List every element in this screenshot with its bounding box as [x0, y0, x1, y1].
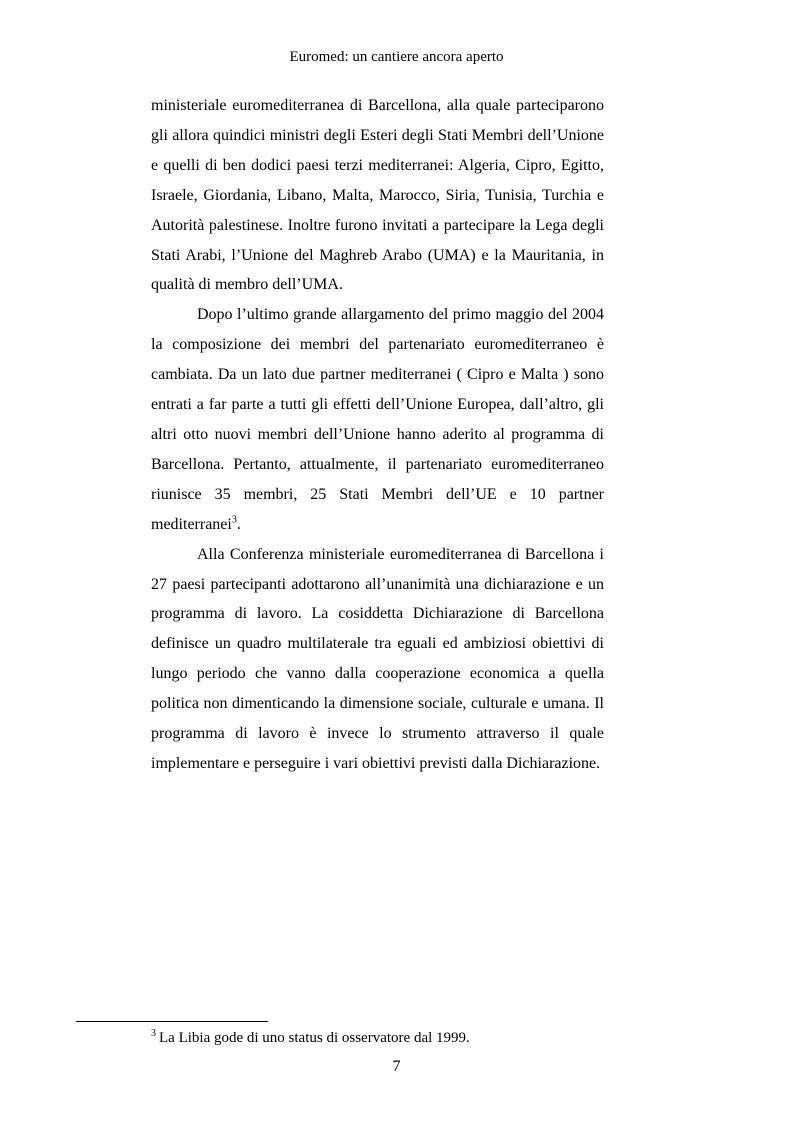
paragraph-1: ministeriale euromediterranea di Barcellona, alla quale parteciparono gli allora quindici ministri degli Esteri degli Stati Membri dell’Unione e quelli di ben dodici paesi terzi mediterranei: Algeria, Cipro, Egitto, Israele, Giordania, Libano, Malta, Marocco, Siria, Tunisia, Turchia e Autorità palestinese. Inoltre furono invitati a partecipare la Lega degli Stati Arabi, l’Unione del Maghreb Arabo (UMA) e la Mauritania, in qualità di membro dell’UMA.: [151, 97, 604, 294]
paragraph-2-end-punctuation: .: [236, 515, 241, 533]
footnote-text: La Libia gode di uno status di osservatore dal 1999.: [159, 1030, 470, 1046]
footnote-reference[interactable]: 3: [231, 514, 237, 526]
footnote-number: 3: [151, 1028, 156, 1039]
running-header: Euromed: un cantiere ancora aperto: [289, 49, 504, 65]
footnote: [151, 1028, 604, 1048]
body-text: [151, 91, 604, 779]
footnote-separator: [76, 1021, 268, 1022]
page-number: 7: [392, 1058, 401, 1075]
paragraph-2: [151, 300, 604, 539]
paragraph-2-text: Dopo l’ultimo grande allargamento del primo maggio del 2004 la composizione dei membri del partenariato euromediterraneo è cambiata. Da un lato due partner mediterranei ( Cipro e Malta ) sono entrati a far parte a tutti gli effetti dell’Unione Europea, dall’altro, gli altri otto nuovi membri dell’Unione hanno aderito al programma di Barcellona. Pertanto, attualmente, il partenariato euromediterraneo riunisce 35 membri, 25 Stati Membri dell’UE e 10 partner mediterranei: [151, 306, 604, 533]
paragraph-3: Alla Conferenza ministeriale euromediterranea di Barcellona i 27 paesi partecipanti adottarono all’unanimità una dichiarazione e un programma di lavoro. La cosiddetta Dichiarazione di Barcellona definisce un quadro multilaterale tra eguali ed ambiziosi obiettivi di lungo periodo che vanno dalla cooperazione economica a quella politica non dimenticando la dimensione sociale, culturale e umana. Il programma di lavoro è invece lo strumento attraverso il quale implementare e perseguire i vari obiettivi previsti dalla Dichiarazione.: [151, 545, 604, 772]
